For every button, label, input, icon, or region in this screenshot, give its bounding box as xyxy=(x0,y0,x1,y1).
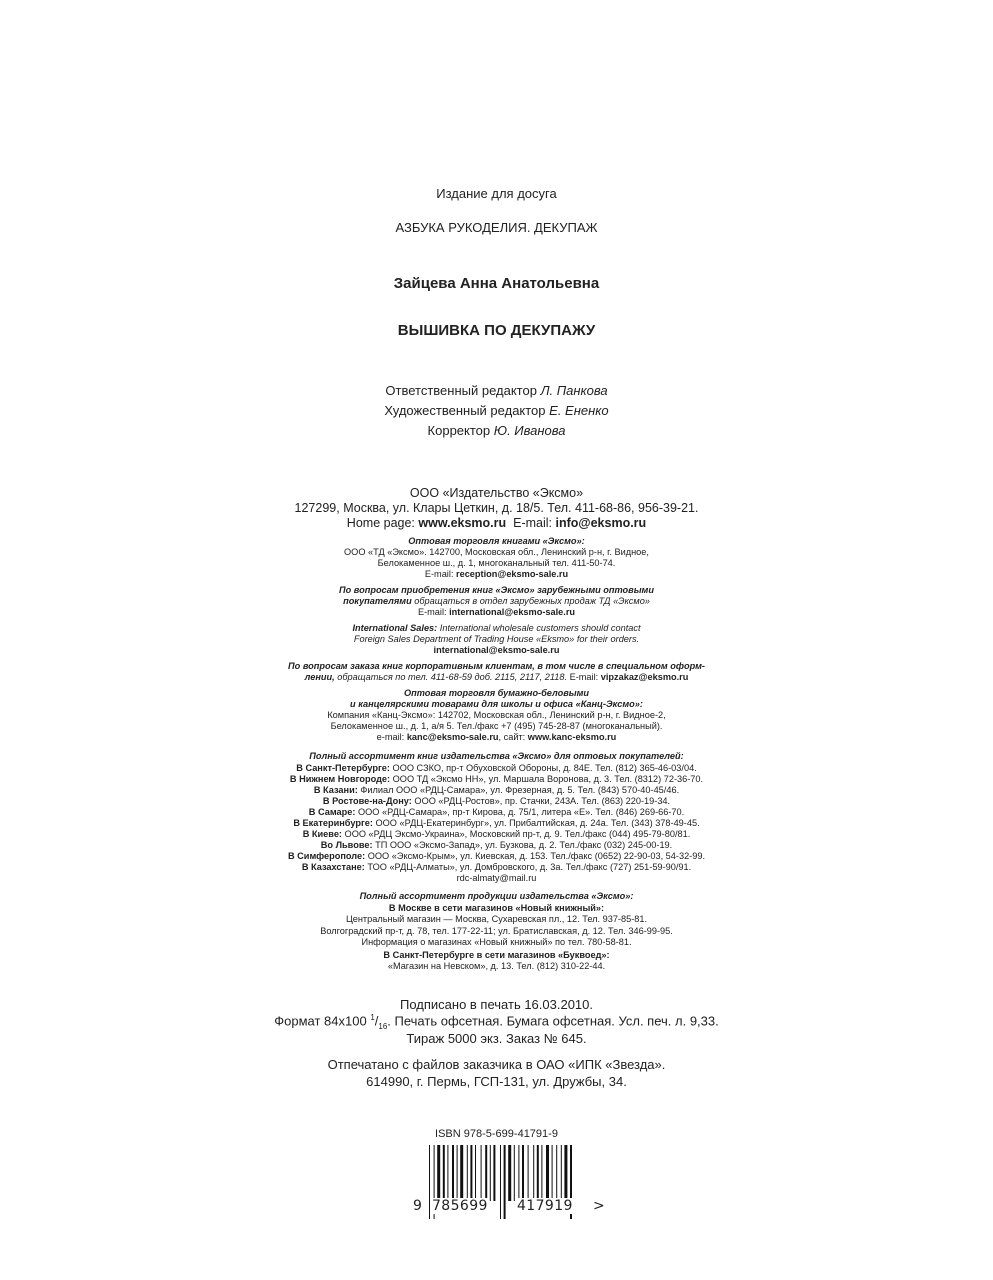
credit-line xyxy=(0,403,993,418)
distributor-text: ООО «РДЦ-Самара», пр-т Кирова, д. 75/1, литера «Е». Тел. (846) 269-66-70. xyxy=(357,807,685,817)
format-line: Формат 84x100 $^1/_{16}$. Печать офсетная. Бумага офсетная. Усл. печ. л. 9,33. xyxy=(274,1013,719,1031)
distributor-email: rdc-almaty@mail.ru xyxy=(456,873,537,883)
barcode-bar xyxy=(556,1145,557,1201)
international-email: international@eksmo-sale.ru xyxy=(433,645,560,655)
homepage-label: Home page: xyxy=(346,516,415,530)
barcode-marker: > xyxy=(593,1198,605,1214)
printer-line: Отпечатано с файлов заказчика в ОАО «ИПК «Звезда». xyxy=(327,1057,666,1072)
distributor-line xyxy=(0,796,993,807)
email-label: E-mail: xyxy=(569,672,599,682)
barcode-bar xyxy=(514,1145,515,1201)
barcode-bar xyxy=(447,1145,448,1201)
stationery-heading: и канцелярскими товарами для школы и офиса «Канц-Эксмо»: xyxy=(350,699,643,709)
email-label: E-mail: xyxy=(513,516,553,530)
email-label: E-mail: xyxy=(424,569,454,579)
retail-line: Волгоградский пр-т, д. 78, тел. 177-22-11; ул. Братиславская, д. 12. Тел. 346-99-95. xyxy=(320,926,673,936)
barcode-bar xyxy=(437,1145,440,1201)
international-line xyxy=(0,623,993,634)
credit-person: Л. Панкова xyxy=(540,383,608,398)
distributor-city: В Нижнем Новгороде: xyxy=(289,774,391,784)
distributor-line xyxy=(0,818,993,829)
email-label: E-mail: xyxy=(417,607,447,617)
barcode-bar xyxy=(533,1145,534,1201)
publisher-address: 127299, Москва, ул. Клары Цеткин, д. 18/5. Тел. 411-68-86, 956-39-21. xyxy=(294,501,699,515)
distributor-city: В Екатеринбурге: xyxy=(293,818,373,828)
barcode-bar xyxy=(537,1145,539,1201)
retail-subheading: В Москве в сети магазинов «Новый книжный»: xyxy=(388,903,605,913)
distributor-text: ООО «РДЦ-Екатеринбург», ул. Прибалтийская, д. 24а. Тел. (343) 378-49-45. xyxy=(375,818,700,828)
foreign-line xyxy=(0,596,993,607)
distributors-heading: Полный ассортимент книг издательства «Эксмо» для оптовых покупателей: xyxy=(309,751,684,761)
foreign-email-line xyxy=(0,607,993,618)
author-name: Зайцева Анна Анатольевна xyxy=(393,275,600,292)
barcode-bar xyxy=(485,1145,487,1201)
distributor-line xyxy=(0,851,993,862)
barcode-bar xyxy=(490,1145,491,1201)
barcode-bar xyxy=(481,1145,482,1201)
credit-person: Е. Ененко xyxy=(549,403,609,418)
format-suffix: . Печать офсетная. Бумага офсетная. Усл. печ. л. 9,33. xyxy=(387,1013,719,1029)
credit-line xyxy=(0,423,993,438)
distributor-city: В Киеве: xyxy=(302,829,342,839)
barcode-bar xyxy=(518,1145,519,1201)
barcode-bar xyxy=(500,1145,501,1219)
foreign-email: international@eksmo-sale.ru xyxy=(449,607,576,617)
stationery-line: Белокаменное ш., д. 1, а/я 5. Тел./факс +7 (495) 745-28-87 (многоканальный). xyxy=(330,721,663,731)
barcode-bar xyxy=(493,1145,495,1201)
barcode-bar xyxy=(475,1145,476,1201)
credit-role: Ответственный редактор xyxy=(385,383,537,398)
isbn: ISBN 978-5-699-41791-9 xyxy=(435,1128,558,1140)
distributor-text: ООО «РДЦ Эксмо-Украина», Московский пр-т, д. 9. Тел./факс (044) 495-79-80/81. xyxy=(344,829,691,839)
distributor-line xyxy=(0,862,993,873)
barcode-bar xyxy=(522,1145,524,1201)
distributor-line xyxy=(0,785,993,796)
distributor-city: В Самаре: xyxy=(308,807,356,817)
barcode-bar xyxy=(561,1145,562,1201)
barcode-bar xyxy=(528,1145,529,1201)
site-label: сайт: xyxy=(503,732,526,742)
distributor-city: В Санкт-Петербурге: xyxy=(296,763,390,773)
distributor-city: В Казахстане: xyxy=(301,862,365,872)
retail-line: «Магазин на Невском», д. 13. Тел. (812) 310-22-44. xyxy=(387,961,606,971)
barcode-digits: 417919 xyxy=(517,1198,573,1214)
barcode-bar xyxy=(504,1145,506,1219)
barcode-bar xyxy=(564,1145,567,1201)
format-prefix: Формат 84x100 xyxy=(274,1013,367,1029)
barcode-digits: 785699 xyxy=(432,1198,488,1214)
foreign-line: По вопросам приобретения книг «Эксмо» зарубежными оптовыми xyxy=(339,585,654,595)
distributor-text: Филиал ООО «РДЦ-Самара», ул. Фрезерная, д. 5. Тел. (843) 570-40-45/46. xyxy=(360,785,680,795)
wholesale-line: ООО «ТД «Эксмо». 142700, Московская обл., Ленинский р-н, г. Видное, xyxy=(344,547,649,557)
book-title: ВЫШИВКА ПО ДЕКУПАЖУ xyxy=(397,322,596,339)
barcode-bar xyxy=(508,1145,511,1201)
credit-person: Ю. Иванова xyxy=(493,423,566,438)
credit-role: Художественный редактор xyxy=(384,403,546,418)
wholesale-email: reception@eksmo-sale.ru xyxy=(456,569,569,579)
corporate-email: vipzakaz@eksmo.ru xyxy=(600,672,689,682)
distributor-text: ООО ТД «Эксмо НН», ул. Маршала Воронова, д. 3. Тел. (8312) 72-36-70. xyxy=(392,774,704,784)
publisher-contacts xyxy=(0,516,993,530)
barcode-bar xyxy=(541,1145,542,1201)
distributor-city: В Симферополе: xyxy=(287,851,366,861)
distributor-line xyxy=(0,840,993,851)
barcode-bar xyxy=(460,1145,463,1201)
retail-subheading: В Санкт-Петербурге в сети магазинов «Буквоед»: xyxy=(383,950,610,960)
wholesale-email-line xyxy=(0,569,993,580)
distributor-city: В Ростове-на-Дону: xyxy=(322,796,412,806)
distributor-text: ООО СЗКО, пр-т Обуховской Обороны, д. 84Е. Тел. (812) 365-46-03/04. xyxy=(392,763,697,773)
distributor-city: Во Львове: xyxy=(320,840,373,850)
wholesale-heading: Оптовая торговля книгами «Эксмо»: xyxy=(408,536,585,546)
stationery-site: www.kanc-eksmo.ru xyxy=(527,732,617,742)
edition-type: Издание для досуга xyxy=(436,186,557,201)
international-text: Foreign Sales Department of Trading House «Eksmo» for their orders. xyxy=(353,634,640,644)
retail-line: Информация о магазинах «Новый книжный» по тел. 780-58-81. xyxy=(361,937,632,947)
barcode-bar xyxy=(457,1145,458,1201)
barcode-bar xyxy=(429,1145,430,1219)
distributor-line xyxy=(0,763,993,774)
barcode-bar xyxy=(470,1145,472,1201)
publisher-name: ООО «Издательство «Эксмо» xyxy=(409,486,584,500)
international-text: International wholesale customers should contact xyxy=(439,623,641,633)
distributor-line xyxy=(0,807,993,818)
email-label: e-mail: xyxy=(376,732,405,742)
international-label: International Sales: xyxy=(352,623,438,633)
credit-role: Корректор xyxy=(427,423,491,438)
distributor-text: ТП ООО «Эксмо-Запад», ул. Бузкова, д. 2. Тел./факс (032) 245-00-19. xyxy=(375,840,673,850)
format-denominator: 16 xyxy=(378,1021,388,1031)
corporate-line xyxy=(0,672,993,683)
corporate-bold: лении, xyxy=(304,672,335,682)
signed-date: Подписано в печать 16.03.2010. xyxy=(399,997,593,1012)
stationery-contacts: e-mail: kanc@eksmo-sale.ru, сайт: www.kanc-eksmo.ru xyxy=(376,732,617,742)
retail-heading: Полный ассортимент продукции издательства «Эксмо»: xyxy=(359,891,634,901)
distributor-line xyxy=(0,829,993,840)
homepage-link: www.eksmo.ru xyxy=(418,516,507,530)
retail-line: Центральный магазин — Москва, Сухаревская пл., 12. Тел. 937-85-81. xyxy=(345,914,648,924)
series-name: АЗБУКА РУКОДЕЛИЯ. ДЕКУПАЖ xyxy=(395,220,598,235)
stationery-heading: Оптовая торговля бумажно-беловыми xyxy=(403,688,590,698)
printer-address: 614990, г. Пермь, ГСП-131, ул. Дружбы, 34. xyxy=(366,1074,627,1089)
barcode-bar xyxy=(546,1145,549,1201)
print-run: Тираж 5000 экз. Заказ № 645. xyxy=(406,1031,587,1046)
foreign-bold: покупателями xyxy=(343,596,412,606)
barcode-digit: 9 xyxy=(413,1198,422,1214)
distributor-text: ООО «Эксмо-Крым», ул. Киевская, д. 153. Тел./факс (0652) 22-90-03, 54-32-99. xyxy=(367,851,706,861)
corporate-line: По вопросам заказа книг корпоративным клиентам, в том числе в специальном оформ- xyxy=(288,661,705,671)
stationery-email: kanc@eksmo-sale.ru xyxy=(406,732,499,742)
stationery-line: Компания «Канц-Эксмо»: 142702, Московская обл., Ленинский р-н, г. Видное-2, xyxy=(327,710,666,720)
barcode-bar xyxy=(452,1145,454,1201)
barcode-bar xyxy=(443,1145,445,1201)
email-link: info@eksmo.ru xyxy=(555,516,647,530)
barcode-bar xyxy=(552,1145,553,1201)
corporate-rest: обращаться по тел. 411-68-59 доб. 2115, 2117, 2118. xyxy=(337,672,568,682)
format-numerator: 1 xyxy=(370,1013,375,1022)
distributor-city: В Казани: xyxy=(313,785,358,795)
barcode-bar xyxy=(467,1145,468,1201)
distributor-text: ТОО «РДЦ-Алматы», ул. Домбровского, д. 3а. Тел./факс (727) 251-59-90/91. xyxy=(367,862,692,872)
distributor-text: ООО «РДЦ-Ростов», пр. Стачки, 243А. Тел. (863) 220-19-34. xyxy=(414,796,671,806)
foreign-rest: обращаться в отдел зарубежных продаж ТД «Эксмо» xyxy=(414,596,650,606)
distributor-line xyxy=(0,774,993,785)
credit-line xyxy=(0,383,993,398)
wholesale-line: Белокаменное ш., д. 1, многоканальный тел. 411-50-74. xyxy=(377,558,616,568)
